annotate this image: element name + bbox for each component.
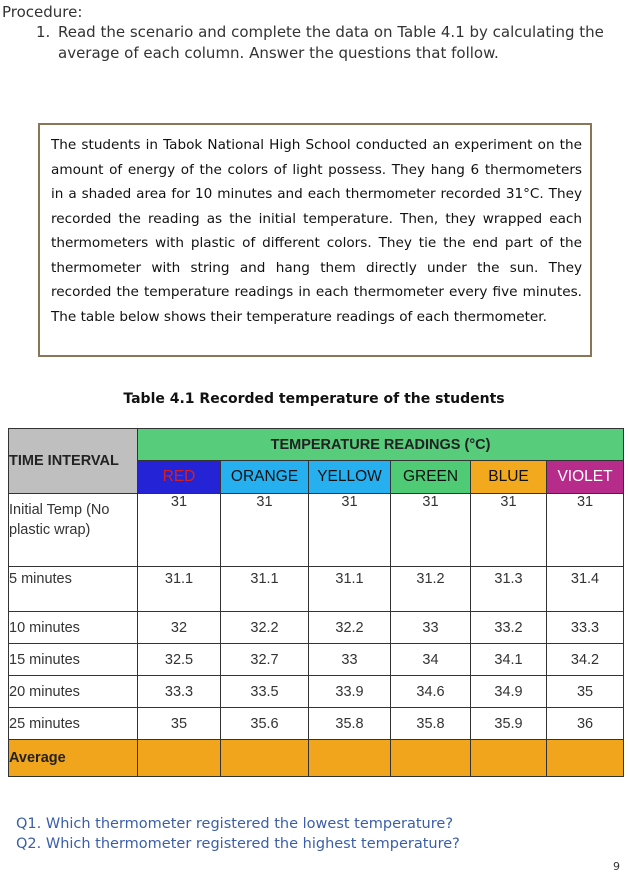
temperature-cell: 33.3 (138, 676, 221, 708)
temperature-cell: 33 (391, 612, 471, 644)
procedure-title: Procedure: (2, 3, 83, 21)
row-label: 10 minutes (9, 612, 138, 644)
temperature-cell: 34.2 (547, 644, 624, 676)
temperature-cell: 31.4 (547, 567, 624, 612)
table-row (9, 494, 624, 567)
color-header-green: GREEN (391, 461, 471, 494)
temperature-cell: 34 (391, 644, 471, 676)
row-label: 20 minutes (9, 676, 138, 708)
temperature-cell: 35.6 (221, 708, 309, 740)
average-cell[interactable] (138, 740, 221, 777)
temperature-cell: 36 (547, 708, 624, 740)
table-row (9, 567, 624, 612)
temperature-cell: 31.1 (138, 567, 221, 612)
temperature-cell: 35.9 (471, 708, 547, 740)
temperature-cell: 32.7 (221, 644, 309, 676)
row-label: 5 minutes (9, 567, 138, 612)
color-header-yellow: YELLOW (309, 461, 391, 494)
page-number: 9 (613, 860, 620, 873)
question-1: Q1. Which thermometer registered the lowest temperature? (16, 816, 454, 832)
average-label: Average (9, 740, 138, 777)
question-2: Q2. Which thermometer registered the highest temperature? (16, 836, 460, 852)
color-header-orange: ORANGE (221, 461, 309, 494)
temperature-cell: 31.2 (391, 567, 471, 612)
temperature-cell: 32.2 (221, 612, 309, 644)
temperature-cell: 31 (547, 494, 624, 567)
temperature-cell: 33.5 (221, 676, 309, 708)
average-cell[interactable] (471, 740, 547, 777)
temperature-cell: 34.9 (471, 676, 547, 708)
average-cell[interactable] (547, 740, 624, 777)
average-cell[interactable] (221, 740, 309, 777)
temperature-cell: 35.8 (391, 708, 471, 740)
step-text: Read the scenario and complete the data on Table 4.1 by calculating the average of each column. Answer the questions that follow. (58, 23, 604, 62)
scenario-box: The students in Tabok National High School conducted an experiment on the amount of energy of the colors of light possess. They hang 6 thermometers in a shaded area for 10 minutes and each thermometer recorded 31°C. They recorded the reading as the initial temperature. Then, they wrapped each thermometers with plastic of different colors. They tie the end part of the thermometer with string and hang them directly under the sun. They recorded the temperature readings in each thermometer every five minutes. The table below shows their temperature readings of each thermometer. (38, 123, 592, 357)
color-header-violet: VIOLET (547, 461, 624, 494)
temperature-cell: 31 (391, 494, 471, 567)
questions (16, 814, 460, 854)
row-label: 25 minutes (9, 708, 138, 740)
temperature-cell: 33.9 (309, 676, 391, 708)
temperature-cell: 32.5 (138, 644, 221, 676)
temperature-cell: 31 (138, 494, 221, 567)
average-cell[interactable] (391, 740, 471, 777)
row-label: 15 minutes (9, 644, 138, 676)
temperature-cell: 33 (309, 644, 391, 676)
color-header-red: RED (138, 461, 221, 494)
temperature-cell: 31 (309, 494, 391, 567)
table-row (9, 676, 624, 708)
average-row (9, 740, 624, 777)
step-number: 1. (36, 23, 51, 41)
temperature-cell: 31.1 (309, 567, 391, 612)
table-row (9, 708, 624, 740)
table-row (9, 612, 624, 644)
temperature-cell: 31 (471, 494, 547, 567)
temperature-cell: 33.3 (547, 612, 624, 644)
temperature-readings-header: TEMPERATURE READINGS (°C) (138, 429, 624, 461)
temperature-cell: 31 (221, 494, 309, 567)
temperature-cell: 35.8 (309, 708, 391, 740)
time-interval-header: TIME INTERVAL (9, 429, 138, 494)
temperature-cell: 35 (138, 708, 221, 740)
temperature-cell: 31.1 (221, 567, 309, 612)
row-label: Initial Temp (No plastic wrap) (9, 494, 138, 567)
table-row (9, 644, 624, 676)
temperature-cell: 34.6 (391, 676, 471, 708)
temperature-table (8, 428, 624, 777)
color-header-blue: BLUE (471, 461, 547, 494)
temperature-cell: 32 (138, 612, 221, 644)
temperature-cell: 31.3 (471, 567, 547, 612)
temperature-cell: 34.1 (471, 644, 547, 676)
average-cell[interactable] (309, 740, 391, 777)
temperature-cell: 33.2 (471, 612, 547, 644)
temperature-cell: 35 (547, 676, 624, 708)
temperature-cell: 32.2 (309, 612, 391, 644)
table-caption: Table 4.1 Recorded temperature of the students (123, 391, 505, 407)
